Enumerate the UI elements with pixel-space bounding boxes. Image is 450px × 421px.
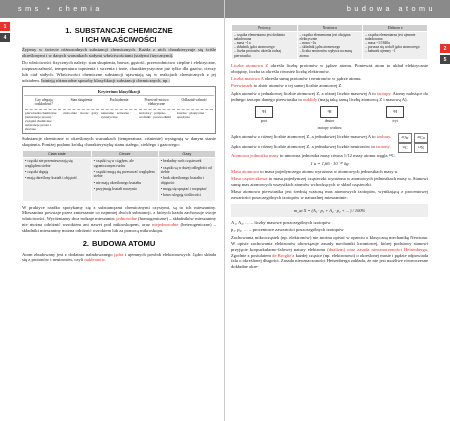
scheme-criteria	[24, 96, 214, 108]
isotopes-para: Jądra atomów o jednakowej liczbie atomowej Z, a różnej liczbie masowej A to izotopy. Atomy należące do jednego izotopu danego pierwiastka to nuklidy (mają taką samą liczbę atomową Z i masową A).	[231, 90, 428, 102]
right-page	[225, 0, 450, 421]
scheme-group: naturalne · sztuczne · syntetyczne	[101, 109, 137, 131]
hydrogen-isotopes-diagram	[231, 106, 428, 123]
states-column-liquid: • cząstki są w ciągłym, ale ograniczonym ruchu • cząstki mogą się przesuwać względem siebie • nie mają określonego kształtu • przyjmują kształt naczynia	[91, 158, 158, 201]
isotone-symbol: ¹⁴N	[414, 143, 428, 153]
mass-number-para: Liczba masowa A określa sumę protonów i neutronów w jądrze atomu.	[231, 75, 362, 81]
isotones-row	[231, 143, 428, 153]
particles-header: Elektron e	[363, 25, 428, 32]
section2-para: Atom zbudowany jest z dodatnio naładowanego jądra i ujemnych powłok elektronowych. Jądro składa się z protonów i neutronów, czyli nukleonów.	[22, 251, 216, 263]
scheme-title: Kryterium klasyfikacji	[24, 88, 214, 96]
section1-intro: Żyjemy w świecie różnorodnych substancji chemicznych. Każda z nich charakteryzuje się ściśle określonymi i w danych warunkach stałymi właściwościami (stałymi fizycznymi).	[22, 47, 216, 58]
section1-para4: W praktyce rzadko spotykamy się z substancjami chemicznymi czystymi, są to ich mieszaniny. Mieszanina powstaje przez zmieszanie co najmniej dwóch substancji, z których każda zachowuje swoje właściwości. Wyróżniamy dwa rodzaje mieszanin: jednorodne (homogeniczne) – składników mieszaniny nie można odróżnić wzrokiem ani nawet pod mikroskopem, oraz niejednorodne (heterogeniczne) – składniki mieszaniny można odróżnić wzrokiem lub za pomocą mikroskopu.	[22, 204, 216, 234]
right-tab-2: 5	[440, 55, 450, 64]
scheme-criterion: Stan skupienia	[70, 97, 93, 102]
scheme-criterion: Czy ulegają rozkładowi?	[34, 97, 53, 107]
proton-column: – cząstka elementarna jest dodatnio naładowana – masa ~1u – składnik jądra atomowego – liczba protonów określa rodzaj pierwiastka	[232, 32, 298, 60]
scheme-criterion: Pochodzenie	[109, 97, 129, 102]
isobars-row	[231, 133, 428, 143]
states-table	[22, 150, 216, 201]
states-header: Ciecze	[91, 151, 158, 158]
legend-mass-numbers: A₁, A₂, … – liczby masowe poszczególnych izotopów	[231, 220, 331, 226]
scheme-groups	[24, 108, 214, 132]
isotope-item: ¹H prot	[255, 106, 273, 123]
neutron-column: – cząstka elementarna jest obojętna elektrycznie – masa ~1u – składnik jądra atomowego – liczba neutronów wpływa na masę atomu	[297, 32, 363, 60]
isobar-symbol: ⁴⁰Ar	[398, 133, 412, 143]
weighted-mean-formula: m_at X = (A₁ · p₁ + A₂ · p₂ + ... ) / 100%	[231, 204, 428, 217]
section2-title: 2. BUDOWA ATOMU	[82, 239, 156, 249]
left-tab-2: 4	[0, 33, 10, 42]
states-header: Ciała stałe	[23, 151, 92, 158]
scheme-group: kruche · plastyczne · sprężyste	[177, 109, 213, 131]
isobars-para: Jądra atomów o różnej liczbie atomowej Z, a jednakowej liczbie masowej A to izobary.	[231, 133, 392, 139]
classification-scheme	[22, 86, 216, 134]
molecular-mass-para: Masa cząsteczkowa to masa pojedynczej cząsteczki wyrażona w atomowych jednostkach masy u. Stanowi sumę mas atomowych wszystkich atomów wchodzących w skład cząsteczki.	[231, 175, 428, 187]
atomic-number-para: Liczba atomowa Z określa liczbę protonów w jądrze atomu. Ponieważ atom to układ elektrycznie obojętny, liczba ta określa również liczbę elektronów.	[231, 62, 428, 74]
amu-para: Atomowa jednostka masy to umowna jednostka masy równa 1/12 masy atomu węgla ¹²C.	[231, 152, 396, 158]
states-column-solid: • cząstki nie przemieszczają się względem siebie • cząstki drgają • mają określony kształt i objętość	[23, 158, 92, 201]
right-tab-1: 2	[440, 44, 450, 53]
atomic-mass-para: Masa atomowa to masa pojedynczego atomu wyrażona w atomowych jednostkach masy u.	[231, 168, 399, 174]
scheme-group: pierwiastki chemiczne (substancje proste) · związki chemiczne · substancje proste i złożone	[25, 109, 61, 131]
isotopes-caption: izotopy wodoru	[317, 125, 342, 130]
isotope-item: ³H tryt	[386, 106, 404, 123]
scheme-group: izolatory · półprze-wodniki · przewodniki	[139, 109, 175, 131]
left-content	[22, 24, 216, 413]
amu-formula: 1 u = 1,66 · 10⁻²⁷ kg	[310, 160, 349, 166]
particles-header: Neutron n	[297, 25, 363, 32]
element-para: Pierwiastek to zbiór atomów o tej samej liczbie atomowej Z.	[231, 83, 343, 89]
states-column-gas: • bezładny ruch cząsteczek • cząstki są w dużej odległości od siebie • brak określonego kształtu i objętości • mogą się sprężać i rozprężać • łatwo ulegają ściśliwości	[158, 158, 215, 201]
right-header-bar	[225, 0, 450, 18]
weighted-mean-para: Masa atomowa pierwiastka jest średnią ważoną mas atomowych izotopów, wynikającą z procentowej zawartości poszczególnych izotopów w naturalnej mieszaninie:	[231, 189, 428, 201]
particles-table	[231, 24, 428, 60]
section1-para2: Do właściwości fizycznych należy: stan skupienia, barwa, gęstość, przewodnictwo cieplne i elektryczne, rozpuszczalność, temperatura topnienia i wrzenia i inne, charakterystyczne już tylko dla gazów, cieczy lub ciał stałych. Właściwości chemiczne substancji ujawniają się w reakcjach chemicznych z jej udziałem. Istnieją różnorodne sposoby klasyfikacji substancji chemicznych, np.:	[22, 60, 216, 84]
scheme-group: ciała stałe · ciecze · gazy	[63, 109, 99, 131]
scheme-criterion: Odkształ-calność	[181, 97, 207, 102]
electron-column: – cząstka elementarna jest ujemnie naładowana – masa ~1/1840u – porusza się wokół jądra atomowego – ładunek ujemny −1	[363, 32, 428, 60]
particles-header: Proton p	[232, 25, 298, 32]
left-running-head: sms • chemia	[18, 4, 103, 13]
states-header: Gazy	[158, 151, 215, 158]
section1-title: 1. SUBSTANCJE CHEMICZNE I ICH WŁAŚCIWOŚCI	[65, 26, 173, 44]
isobar-symbol: ⁴⁰Ca	[414, 133, 428, 143]
scheme-criterion: Przewod-nictwo elektryczne	[144, 97, 169, 107]
quantum-para: Zachowania mikrocząstek (np. elektronów) nie można opisać w oparciu o klasyczną mechanikę Newtona. W opisie zachowania elektronów obowiązuje zasady mechaniki kwantowej, której podstawy stanowi przyjęcie korpuskularno-falowej natury elektronu (dualizm) oraz zasada nieoznaczoności Heisenberga. Zgodnie z postulatem de Broglie'a każdej cząstce (np. elektronowi) o określonej masie i pędzie odpowiada fala o określonej długości. Zasada nieoznaczoności Heisenberga zakłada, że nie jest możliwe równoczesne dokładne okre-	[231, 234, 428, 270]
left-header-bar	[0, 0, 224, 18]
right-content	[231, 24, 428, 413]
isotones-para: Jądra atomów o różnej liczbie atomowej Z, a jednakowej liczbie neutronów to izotony.	[231, 143, 391, 149]
isotope-item: ²H deuter	[320, 106, 338, 123]
legend-percentages: p₁, p₂, … – procentowe zawartości poszczególnych izotopów	[231, 227, 344, 233]
right-running-head: budowa atomu	[346, 4, 436, 13]
section1-para3: Substancje chemiczne w określonych warunkach (temperatura, ciśnienie) występują w danym stanie skupienia. Poniżej podano krótką charakterystykę stanu stałego, ciekłego i gazowego:	[22, 136, 216, 148]
isotone-symbol: ¹³C	[398, 143, 412, 153]
left-tab-1: 1	[0, 22, 10, 31]
